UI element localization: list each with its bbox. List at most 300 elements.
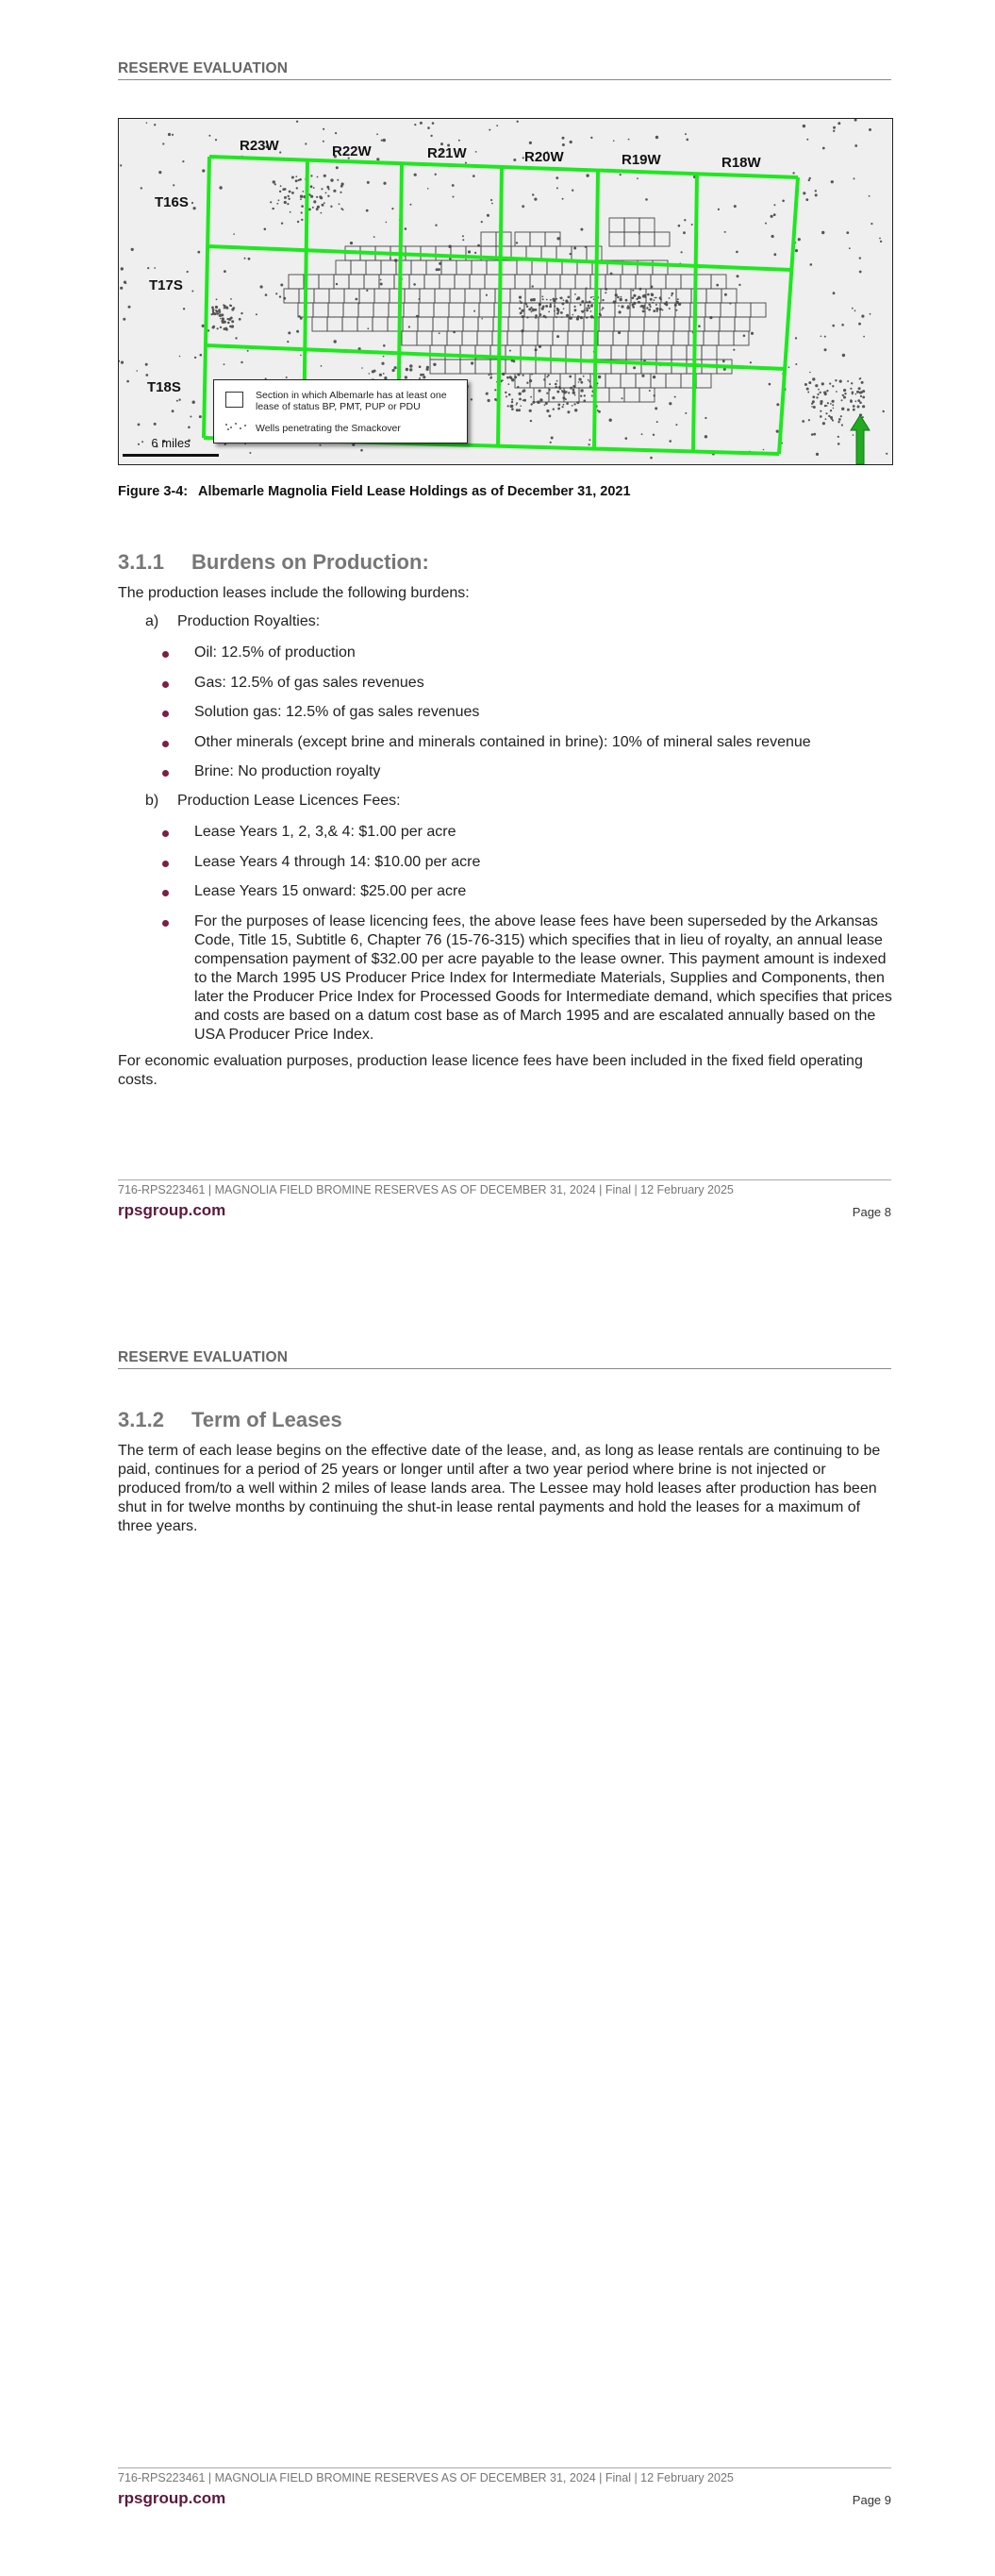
- well-dot: [244, 258, 246, 259]
- caption-text: Albemarle Magnolia Field Lease Holdings as of December 31, 2021: [198, 484, 631, 499]
- well-dot: [505, 392, 506, 393]
- well-dot: [857, 399, 860, 402]
- lease-section: [613, 331, 628, 345]
- well-dot: [601, 309, 603, 311]
- well-dot: [194, 357, 196, 359]
- well-dot: [546, 410, 549, 412]
- well-dot: [811, 433, 814, 436]
- well-dot: [812, 377, 815, 380]
- well-dot: [520, 405, 522, 407]
- well-dot: [297, 221, 299, 223]
- well-dot: [228, 318, 231, 321]
- well-dot: [574, 309, 577, 311]
- lease-section: [364, 275, 379, 289]
- lease-section: [666, 275, 681, 289]
- well-dot: [290, 211, 291, 213]
- well-dot: [621, 305, 623, 308]
- well-dot: [832, 385, 834, 387]
- lease-section: [329, 289, 344, 303]
- lease-section: [396, 260, 411, 275]
- lease-section: [719, 331, 734, 345]
- range-line: [693, 174, 697, 452]
- well-dot: [792, 172, 794, 174]
- well-dot: [816, 453, 819, 456]
- well-dot: [827, 402, 829, 404]
- well-dot: [563, 404, 565, 406]
- well-dot: [394, 366, 397, 369]
- lease-map: [118, 118, 893, 465]
- well-dot: [818, 389, 820, 391]
- well-dot: [468, 250, 471, 253]
- well-dot: [322, 204, 324, 207]
- well-dot: [822, 147, 825, 150]
- well-dot: [751, 332, 754, 335]
- lease-section: [374, 289, 390, 303]
- well-dot: [649, 309, 651, 310]
- well-dot: [562, 137, 565, 140]
- well-dot: [235, 337, 237, 339]
- well-dot: [651, 293, 654, 295]
- lease-section: [556, 246, 572, 260]
- lease-section: [673, 331, 688, 345]
- lease-section: [735, 317, 750, 331]
- well-dot: [409, 368, 412, 371]
- well-dot: [542, 298, 544, 300]
- lease-section: [539, 317, 554, 331]
- well-dot: [655, 304, 657, 306]
- well-dot: [822, 422, 825, 425]
- well-dot: [383, 139, 386, 142]
- well-dot: [743, 335, 746, 338]
- well-dot: [310, 195, 313, 198]
- well-dot: [549, 305, 552, 308]
- lease-section: [532, 260, 547, 275]
- page-number: Page 9: [852, 2493, 891, 2507]
- well-dot: [830, 416, 833, 419]
- bullet-icon: [162, 770, 169, 777]
- well-dot: [590, 305, 593, 308]
- lease-section: [436, 246, 451, 260]
- well-dot: [350, 242, 353, 244]
- well-dot: [859, 401, 862, 404]
- well-dot: [574, 409, 577, 411]
- well-dot: [453, 196, 455, 198]
- well-dot: [850, 399, 852, 401]
- well-dot: [325, 192, 327, 194]
- well-dot: [561, 390, 563, 392]
- well-dot: [260, 285, 263, 288]
- range-label: R21W: [427, 145, 467, 161]
- well-dot: [270, 201, 272, 203]
- well-dot: [136, 370, 138, 372]
- lease-section: [655, 232, 670, 246]
- lease-section: [661, 289, 676, 303]
- lease-section: [575, 275, 590, 289]
- lease-section: [510, 289, 525, 303]
- lease-section: [373, 317, 388, 331]
- well-dot: [833, 408, 835, 410]
- bullet-icon: [162, 681, 169, 688]
- well-dot: [676, 309, 678, 311]
- lease-section: [426, 260, 441, 275]
- lease-section: [711, 275, 726, 289]
- well-dot: [655, 297, 657, 299]
- lease-section: [435, 289, 450, 303]
- well-dot: [519, 398, 522, 401]
- well-dot: [817, 393, 819, 395]
- well-dot: [718, 209, 720, 210]
- well-dot: [265, 293, 268, 296]
- township-label: T16S: [155, 194, 189, 210]
- well-dot: [851, 382, 853, 384]
- well-dot: [202, 325, 205, 327]
- well-dot: [705, 417, 706, 419]
- well-dot: [383, 373, 385, 375]
- lease-section: [676, 289, 691, 303]
- lease-section: [690, 303, 705, 317]
- lease-section: [515, 275, 530, 289]
- well-dot: [191, 202, 193, 204]
- lease-section: [409, 275, 424, 289]
- page-footer: [118, 2467, 891, 2507]
- well-dot: [820, 392, 821, 393]
- lease-section: [523, 317, 539, 331]
- well-dot: [301, 205, 304, 208]
- range-line: [204, 157, 209, 438]
- well-dot: [301, 219, 303, 221]
- footer-doc-info: 716-RPS223461 | MAGNOLIA FIELD BROMINE RESERVES AS OF DECEMBER 31, 2024 | Final | 12 February 2025: [118, 2471, 734, 2484]
- well-dot: [795, 249, 798, 252]
- well-dot: [154, 267, 156, 269]
- well-dot: [824, 348, 827, 351]
- lease-section: [430, 360, 445, 374]
- lease-section: [705, 303, 721, 317]
- lease-section: [464, 303, 479, 317]
- footer-site-link[interactable]: rpsgroup.com: [118, 1201, 226, 1219]
- section-number: 3.1.1: [118, 550, 164, 574]
- well-dot: [803, 192, 805, 194]
- well-dot: [509, 350, 511, 352]
- well-dot: [632, 297, 635, 300]
- lease-section: [659, 317, 674, 331]
- well-dot: [519, 296, 522, 299]
- well-dot: [846, 231, 849, 234]
- well-dot: [546, 376, 548, 377]
- well-dot: [562, 143, 565, 146]
- well-dot: [310, 175, 312, 176]
- well-dot: [300, 198, 302, 200]
- well-dot: [188, 427, 191, 429]
- well-dot: [223, 304, 224, 306]
- intro-paragraph: The production leases include the following burdens:: [118, 585, 470, 601]
- lease-section: [441, 260, 456, 275]
- well-dot: [220, 318, 222, 320]
- well-dot: [334, 340, 337, 343]
- well-dot: [810, 263, 813, 266]
- well-dot: [287, 341, 289, 343]
- well-dot: [336, 166, 339, 169]
- well-dot: [381, 140, 383, 142]
- well-dot: [590, 137, 592, 139]
- well-dot: [300, 195, 303, 198]
- lease-section: [411, 260, 426, 275]
- well-dot: [655, 308, 658, 310]
- well-dot: [548, 311, 550, 313]
- well-dot: [862, 396, 865, 399]
- well-dot: [215, 139, 217, 141]
- section-heading: [118, 1408, 342, 1432]
- list-item: For the purposes of lease licencing fees, the above lease fees have been superseded by the Arkansas Code, Title 15, Subtitle 6, Chapter 76 (15-76-315) which specifies that in lieu of royalty, an annual lease compensation payment of $32.00 per acre payable to the lease owner. This payment amount is indexed to the March 1995 US Producer Price Index for Intermediate Materials, Supplies and Components, then later the Producer Price Index for Processed Goods for Intermediate demand, which specifies that prices and costs are based on a datum cost base as of March 1995 and are escalated annually based on the USA Producer Price Index.: [194, 913, 892, 1043]
- bullet-icon: [162, 711, 169, 717]
- lease-section: [456, 260, 472, 275]
- list-item: Lease Years 1, 2, 3,& 4: $1.00 per acre: [194, 824, 456, 840]
- well-dot: [806, 139, 808, 141]
- well-dot: [539, 390, 541, 393]
- list-item: Other minerals (except brine and minerals contained in brine): 10% of mineral sales revenue: [194, 734, 811, 750]
- well-dots-icon: [224, 422, 250, 431]
- well-dot: [854, 309, 856, 311]
- lease-section: [605, 374, 621, 388]
- well-dot: [380, 283, 383, 286]
- lease-section: [328, 303, 343, 317]
- well-dot: [671, 294, 672, 296]
- well-dot: [223, 321, 225, 324]
- lease-section: [313, 303, 328, 317]
- well-dot: [833, 130, 835, 132]
- well-dot: [765, 223, 767, 225]
- well-dot: [121, 361, 124, 364]
- well-dot: [410, 204, 412, 206]
- well-dot: [420, 122, 423, 125]
- well-dot: [473, 175, 475, 177]
- well-dot: [217, 313, 219, 315]
- well-dot: [589, 307, 590, 309]
- well-dot: [655, 407, 657, 410]
- lease-section: [605, 275, 621, 289]
- well-dot: [516, 402, 518, 404]
- well-dot: [828, 415, 830, 417]
- well-dot: [168, 133, 171, 136]
- lease-section: [475, 360, 490, 374]
- page-number: Page 8: [852, 1205, 891, 1219]
- footer-site-link[interactable]: rpsgroup.com: [118, 2489, 226, 2507]
- well-dot: [154, 423, 157, 426]
- lease-section: [545, 374, 560, 388]
- well-dot: [190, 416, 191, 418]
- well-dot: [813, 433, 816, 436]
- lease-section: [358, 303, 373, 317]
- lease-section: [342, 317, 357, 331]
- well-dot: [724, 231, 726, 233]
- closing-paragraph: For economic evaluation purposes, production lease licence fees have been included in the fixed field operating costs.: [118, 1053, 863, 1088]
- well-dot: [577, 296, 580, 299]
- well-dot: [858, 323, 861, 326]
- well-dot: [301, 211, 303, 213]
- lease-section: [696, 275, 711, 289]
- well-dot: [563, 308, 565, 309]
- well-dot: [837, 421, 839, 423]
- well-dot: [545, 402, 548, 405]
- range-label: R19W: [622, 152, 661, 168]
- well-dot: [372, 370, 374, 373]
- list-item: Lease Years 15 onward: $25.00 per acre: [194, 883, 467, 899]
- well-dot: [330, 206, 332, 208]
- lease-section: [611, 345, 626, 360]
- well-dot: [120, 287, 123, 290]
- well-dot: [220, 326, 222, 328]
- well-dot: [841, 424, 843, 426]
- well-dot: [420, 374, 423, 376]
- well-dot: [383, 356, 385, 358]
- well-dot: [592, 296, 594, 298]
- well-dot: [146, 122, 148, 124]
- well-dot: [669, 440, 672, 443]
- well-dot: [414, 124, 416, 125]
- well-dot: [452, 184, 455, 187]
- well-dot: [654, 299, 655, 301]
- well-dot: [376, 133, 378, 135]
- well-dot: [176, 400, 178, 402]
- range-label: R20W: [524, 149, 564, 165]
- well-dot: [586, 308, 588, 309]
- well-dot: [849, 247, 851, 249]
- well-dot: [178, 399, 180, 401]
- lease-section: [502, 260, 517, 275]
- well-dot: [591, 395, 593, 397]
- page-footer: [118, 1179, 891, 1219]
- lease-section: [706, 289, 721, 303]
- well-dot: [556, 380, 558, 382]
- well-dot: [427, 126, 430, 129]
- well-dot: [326, 186, 329, 189]
- well-dot: [586, 174, 589, 176]
- well-dot: [323, 202, 325, 204]
- lease-section: [403, 317, 418, 331]
- well-dot: [698, 325, 701, 327]
- well-dot: [568, 392, 570, 393]
- well-dot: [187, 271, 189, 273]
- lease-section: [621, 374, 636, 388]
- well-dot: [514, 376, 517, 378]
- well-dot: [511, 409, 513, 410]
- well-dot: [126, 380, 129, 383]
- lease-section: [628, 331, 643, 345]
- well-dot: [580, 228, 583, 231]
- well-dot: [830, 410, 832, 411]
- well-dot: [556, 309, 559, 311]
- well-dot: [555, 383, 557, 386]
- lease-section: [478, 317, 493, 331]
- well-dot: [844, 393, 846, 394]
- well-dot: [296, 187, 298, 189]
- well-dot: [556, 187, 558, 189]
- well-dot: [530, 396, 532, 398]
- lease-section: [568, 331, 583, 345]
- lease-section: [366, 260, 381, 275]
- well-dot: [871, 223, 872, 225]
- well-dot: [835, 379, 837, 381]
- well-dot: [145, 374, 148, 376]
- well-dot: [516, 242, 518, 243]
- well-dot: [120, 164, 122, 166]
- lease-section: [721, 303, 736, 317]
- well-dot: [672, 293, 674, 295]
- well-dot: [232, 307, 235, 309]
- lease-section: [586, 289, 601, 303]
- lease-section: [465, 289, 480, 303]
- well-dot: [578, 381, 580, 383]
- well-dot: [836, 391, 837, 393]
- lease-section: [418, 317, 433, 331]
- well-dot: [321, 188, 323, 190]
- well-dot: [310, 185, 313, 188]
- well-dot: [816, 396, 818, 398]
- lease-section: [636, 275, 651, 289]
- well-dot: [256, 313, 257, 315]
- well-dot: [131, 248, 134, 251]
- well-dot: [323, 141, 324, 142]
- well-dot: [841, 399, 843, 401]
- well-dot: [815, 193, 818, 196]
- well-dot: [356, 298, 358, 301]
- well-dot: [380, 279, 382, 281]
- lease-section: [507, 331, 522, 345]
- scale-bar: [123, 436, 219, 450]
- well-dot: [423, 376, 425, 378]
- lease-section: [702, 345, 717, 360]
- well-dot: [386, 222, 388, 224]
- well-dot: [289, 191, 291, 193]
- well-dot: [522, 375, 524, 376]
- lease-section: [344, 289, 359, 303]
- bullet-icon: [162, 890, 169, 896]
- well-dot: [650, 298, 653, 301]
- well-dot: [572, 314, 574, 316]
- lease-section: [460, 360, 475, 374]
- lease-section: [496, 232, 511, 246]
- well-dot: [645, 198, 648, 201]
- well-dot: [556, 391, 559, 393]
- well-dot: [837, 443, 840, 445]
- well-dot: [738, 284, 740, 286]
- well-dot: [507, 405, 509, 407]
- well-dot: [280, 284, 283, 287]
- well-dot: [275, 293, 277, 294]
- well-dot: [802, 420, 804, 423]
- bullet-icon: [162, 861, 169, 867]
- well-dot: [677, 298, 679, 300]
- well-dot: [405, 227, 407, 230]
- lease-section: [639, 218, 655, 232]
- lease-section: [439, 275, 455, 289]
- well-dot: [430, 135, 432, 137]
- well-dot: [229, 326, 232, 328]
- well-dot: [619, 310, 622, 313]
- well-dot: [549, 383, 551, 385]
- well-dot: [222, 317, 224, 320]
- well-dot: [641, 433, 643, 435]
- township-label: T18S: [147, 379, 181, 395]
- lease-section: [373, 303, 389, 317]
- well-dot: [840, 415, 842, 417]
- lease-section: [419, 303, 434, 317]
- well-dot: [486, 294, 488, 296]
- well-dot: [838, 418, 841, 421]
- well-dot: [588, 379, 589, 381]
- well-dot: [532, 285, 534, 287]
- well-dot: [544, 404, 546, 406]
- well-dot: [574, 306, 576, 308]
